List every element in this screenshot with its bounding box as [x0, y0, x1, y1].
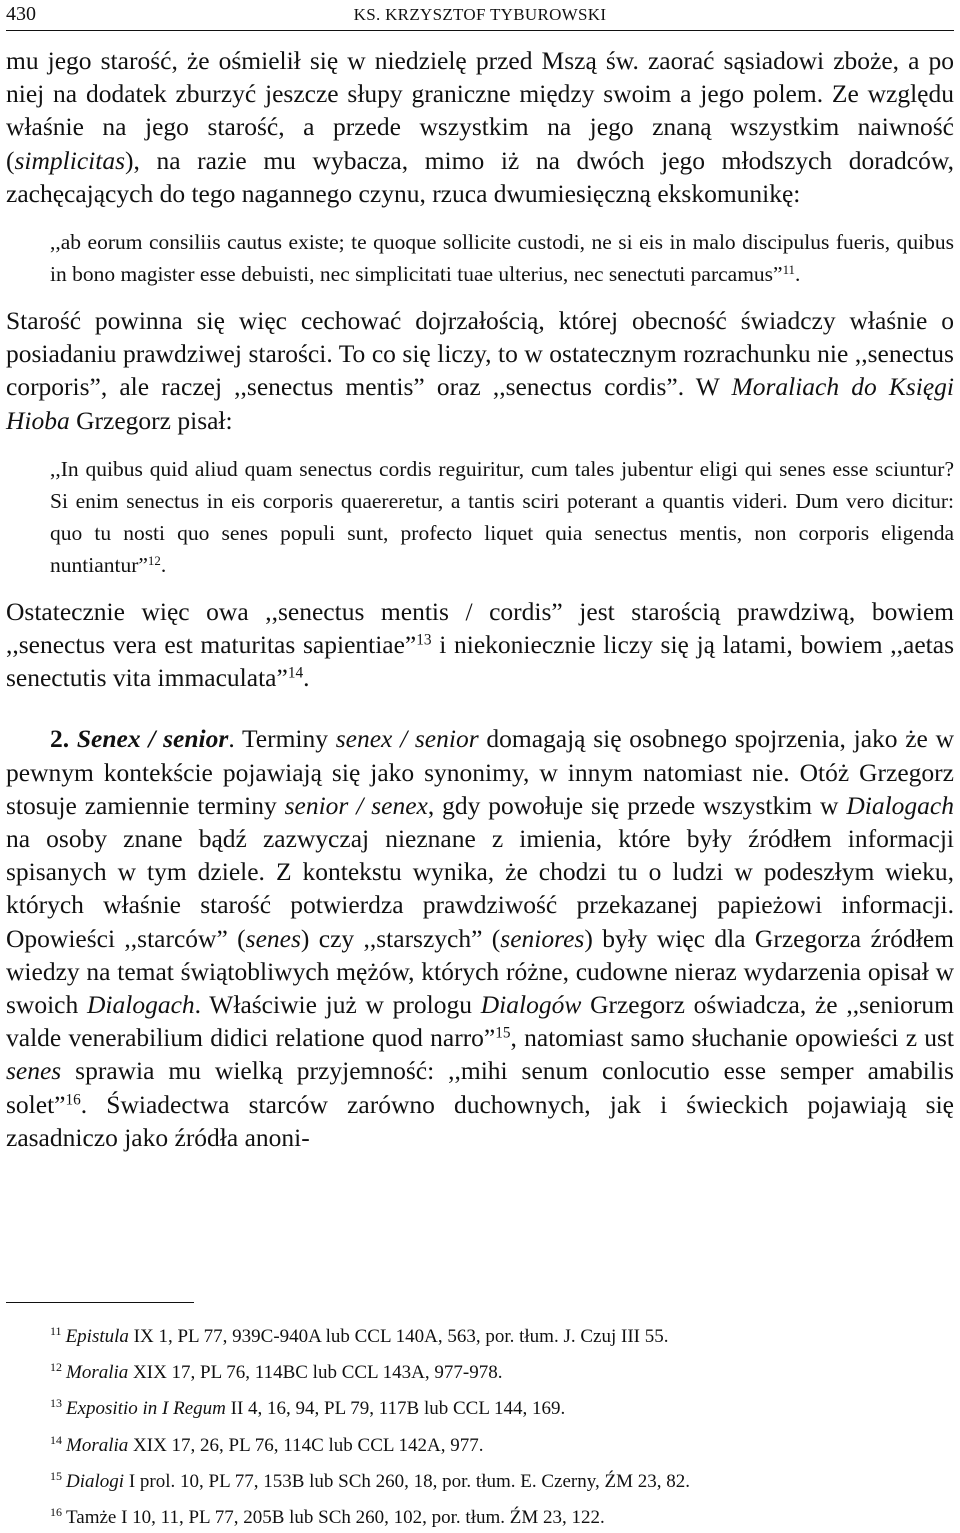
- text: ), na razie mu wybacza, mimo iż na dwóch jego młodszych doradców, zachęcających do tego nagannego czynu, rzuca dwumiesięczną ekskomunikę:: [6, 145, 954, 208]
- footnote: [50, 1388, 950, 1424]
- text: ) były więc dla Grzegorza źródłem wiedzy na temat świątobliwych mężów, których różne, cudowne nieraz wydarzenia opisał w swoich: [6, 923, 954, 1020]
- text: i niekoniecznie liczy się ją latami, bowiem ,,aetas senectutis vita immaculata”: [6, 630, 955, 693]
- footnote: [50, 1352, 950, 1388]
- italic-term: simplicitas: [14, 145, 126, 175]
- header-rule: [6, 30, 954, 31]
- italic-title: Dialogów: [480, 990, 582, 1020]
- paragraph-3: [6, 595, 954, 695]
- text: .: [160, 552, 167, 577]
- italic-title: Dialogach: [86, 990, 195, 1020]
- italic-term: seniores: [500, 923, 585, 953]
- text: Grzegorz pisał:: [69, 405, 233, 435]
- footnote-ref[interactable]: 11: [782, 262, 795, 277]
- page-number: 430: [6, 3, 36, 25]
- footnote-text: Tamże I 10, 11, PL 77, 205B lub SCh 260, 102, por. tłum. ŹM 23, 122.: [66, 1507, 605, 1529]
- italic-term: senes: [6, 1056, 62, 1086]
- text: Starość powinna się więc cechować dojrzałością, której obecność świadczy właśnie o posiadaniu prawdziwej starości. To co się liczy, to w ostatecznym rozrachunku nie ,,senectus corporis”, ale raczej ,,senectus mentis” oraz ,,senectus cordis”. W: [6, 306, 954, 402]
- footnote-number: 12: [50, 1360, 62, 1375]
- main-text: [6, 44, 954, 1154]
- italic-term: senex / senior: [335, 724, 479, 754]
- text: .: [303, 663, 310, 693]
- footnote-title: Dialogi: [66, 1470, 125, 1492]
- footnote-ref[interactable]: 15: [495, 1024, 511, 1042]
- text: na osoby znane bądź zazwyczaj nieznane z imienia, które były źródłem informacji spisanych w tym dziele. Z kontekstu wynika, że chodzi tu o ludzi w podeszłym wieku, których właśnie starość potwierdza prawdziwość przekazanej papieżowi informacji. Opowieści ,,starców” (: [6, 824, 954, 953]
- footnote-ref[interactable]: 13: [416, 631, 432, 649]
- footnote-text: IX 1, PL 77, 939C-940A lub CCL 140A, 563, por. tłum. J. Czuj III 55.: [128, 1326, 669, 1347]
- footnote-number: 13: [50, 1396, 62, 1411]
- footnote-text: XIX 17, PL 76, 114BC lub CCL 143A, 977-978.: [128, 1362, 503, 1384]
- footnote: [50, 1497, 950, 1533]
- footnote-title: Epistula: [65, 1326, 129, 1347]
- footnote-ref[interactable]: 16: [65, 1091, 81, 1109]
- text: ) czy ,,starszych” (: [300, 923, 501, 953]
- footnote-number: 14: [50, 1432, 62, 1447]
- footnote-text: I prol. 10, PL 77, 153B lub SCh 260, 18, por. tłum. E. Czerny, ŹM 23, 82.: [124, 1470, 691, 1492]
- italic-title: Dialogach: [846, 790, 954, 820]
- page-header: [6, 2, 954, 26]
- section-number: 2.: [50, 724, 70, 754]
- paragraph-1: [6, 44, 954, 210]
- text: , gdy powołuje się przede wszystkim w: [427, 790, 847, 820]
- text: . Świadectwa starców zarówno duchownych, jak i świeckich pojawiają się zasadniczo jako źródła anoni-: [6, 1089, 954, 1152]
- latin-quote-1: [50, 226, 954, 290]
- footnote-number: 11: [50, 1324, 62, 1338]
- quote-text: ,,In quibus quid aliud quam senectus cordis reguiritur, cum tales jubentur eligi qui senes esse sciuntur? Si enim senectus in eis corporis quaereretur, a tantis sciri poterant a quantis videri. Dum vero dicitur: quo tu nosti quo senes populi sunt, profecto liquet quia senectus mentis, non corporis eligenda nuntiantur”: [50, 456, 954, 577]
- paragraph-2: [6, 304, 954, 437]
- latin-quote-2: [50, 453, 954, 581]
- footnote-text: II 4, 16, 94, PL 79, 117B lub CCL 144, 169.: [225, 1398, 566, 1420]
- footnote-number: 15: [50, 1468, 62, 1483]
- text: , natomiast samo słuchanie opowieści z ust: [510, 1023, 954, 1053]
- italic-term: senior / senex: [284, 790, 428, 820]
- text: .: [795, 262, 801, 287]
- section-heading: Senex / senior: [76, 724, 229, 754]
- footnotes: [50, 1316, 950, 1533]
- text: Grzegorz oświadcza, że ,,seniorum valde venerabilium didici relatione quod narro”: [6, 990, 954, 1053]
- text: Ostatecznie więc owa ,,senectus mentis / cordis” jest starością prawdziwą, bowiem ,,senectus vera est maturitas sapientiae”: [6, 596, 954, 660]
- footnote-ref[interactable]: 12: [147, 553, 161, 568]
- footnote-rule: [6, 1302, 194, 1303]
- italic-title: Moraliach do Księgi Hioba: [6, 372, 954, 435]
- text: . Terminy: [228, 724, 336, 754]
- footnote-ref[interactable]: 14: [287, 664, 304, 682]
- footnote-text: XIX 17, 26, PL 76, 114C lub CCL 142A, 977.: [128, 1434, 484, 1456]
- footnote: [50, 1461, 950, 1497]
- text: . Właściwie już w prologu: [194, 990, 481, 1020]
- quote-text: ,,ab eorum consiliis cautus existe; te quoque sollicite custodi, ne si eis in malo discipulus fueris, quibus in bono magister esse debuisti, nec simplicitati tuae ulterius, nec senectuti parcamus”: [50, 230, 954, 287]
- footnote-title: Moralia: [66, 1362, 129, 1384]
- footnote-number: 16: [50, 1505, 62, 1520]
- section-2-paragraph: [6, 722, 954, 1154]
- text: mu jego starość, że ośmielił się w niedzielę przed Mszą św. zaorać sąsiadowi zboże, a po niej na dodatek zburzyć jeszcze słupy graniczne między swoim a jego polem. Ze względu właśnie na jego starość, a przede wszystkim na jego znaną wszystkim naiwność (: [6, 46, 954, 175]
- footnote: [50, 1316, 950, 1352]
- text: domagają się osobnego spojrzenia, jako że w pewnym kontekście pojawiają się jako synonimy, w innym natomiast nie. Otóż Grzegorz stosuje zamiennie terminy: [6, 724, 955, 820]
- footnote-title: Expositio in I Regum: [66, 1398, 226, 1420]
- footnote: [50, 1425, 950, 1461]
- text: sprawia mu wielką przyjemność: ,,mihi senum conlocutio esse semper amabilis solet”: [6, 1056, 954, 1119]
- running-head: KS. KRZYSZTOF TYBUROWSKI: [353, 5, 607, 24]
- footnote-title: Moralia: [66, 1434, 129, 1456]
- italic-term: senes: [245, 923, 301, 953]
